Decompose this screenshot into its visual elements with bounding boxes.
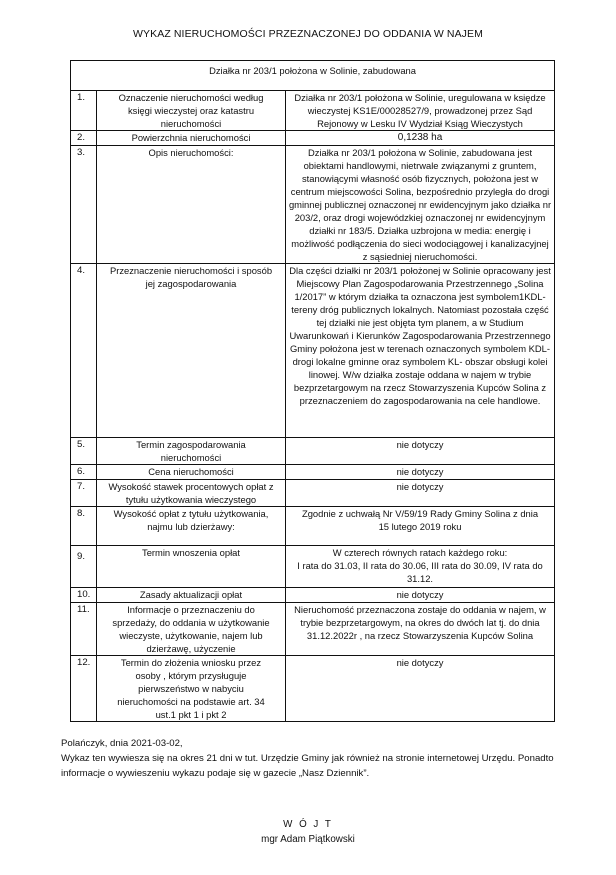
row-number: 1.: [71, 91, 97, 131]
table-row: [71, 656, 555, 722]
table-row: [71, 546, 555, 588]
row-number: 10.: [71, 588, 97, 603]
row-label: Termin do złożenia wniosku przez osoby , którym przysługuje pierwszeństwo w nabyciu nieruchomości na podstawie art. 34 ust.1 pkt 1 i pkt 2: [97, 656, 286, 722]
row-label: Przeznaczenie nieruchomości i sposób jej zagospodarowania: [97, 264, 286, 438]
payment-schedule-intro: W czterech równych ratach każdego roku:: [332, 547, 508, 558]
row-value: nie dotyczy: [286, 656, 555, 722]
row-number: 7.: [71, 480, 97, 507]
row-number: 2.: [71, 131, 97, 146]
row-label: Powierzchnia nieruchomości: [97, 131, 286, 146]
table-row: [71, 438, 555, 465]
row-number: 4.: [71, 264, 97, 438]
row-value: nie dotyczy: [286, 588, 555, 603]
place-and-date: Polańczyk, dnia 2021-03-02,: [61, 738, 183, 749]
row-value: Działka nr 203/1 położona w Solinie, zabudowana jest obiektami handlowymi, nietrwale związanymi z gruntem, stanowiącymi własność osób fizycznych, położona jest w centrum miejscowości Solina, bezpośrednio przyległa do drogi gminnej publicznej oznaczonej nr ewidencyjnym jako działka nr 203/2, oraz drogi wojewódzkiej oznaczonej nr ewidencyjnym działki nr 183/5. Działka uzbrojona w media: energię i możliwość podłączenia do sieci wodociągowej i kanalizacyjnej z sąsiedniej nieruchomości.: [286, 146, 555, 264]
table-row: [71, 131, 555, 146]
table-row: [71, 480, 555, 507]
table-row: [71, 588, 555, 603]
row-label: Wysokość stawek procentowych opłat z tytułu użytkowania wieczystego: [97, 480, 286, 507]
table-row: [71, 146, 555, 264]
property-table: [70, 60, 555, 722]
row-label: Opis nieruchomości:: [97, 146, 286, 264]
row-value: [286, 546, 555, 588]
table-header-row: [71, 61, 555, 91]
table-row: [71, 264, 555, 438]
row-value: nie dotyczy: [286, 465, 555, 480]
row-label: Termin wnoszenia opłat: [97, 546, 286, 588]
payment-schedule-dates: I rata do 31.03, II rata do 30.06, III rata do 30.09, IV rata do 31.12.: [297, 560, 543, 584]
row-number: 12.: [71, 656, 97, 722]
row-value: nie dotyczy: [286, 480, 555, 507]
row-value: Dla części działki nr 203/1 położonej w Solinie opracowany jest Miejscowy Plan Zagospodarowania Przestrzennego „Solina 1/2017” w którym działka ta oznaczona jest symbolem1KDL- tereny dróg publicznych lokalnych. Natomiast pozostała część tej działki nie jest objęta tym planem, a w Studium Uwarunkowań i Kierunków Zagospodarowania Przestrzennego Gminy położona jest w terenach oznaczonych symbolem KDL- drogi lokalne gminne oraz symbolem KL- obszar obsługi kolei linowej. W/w działka zostaje oddana w najem w trybie bezprzetargowym na rzecz Stowarzyszenia Kupców Solina z przeznaczeniem do zagospodarowania na cele handlowe.: [286, 264, 555, 438]
table-header: Działka nr 203/1 położona w Solinie, zabudowana: [71, 61, 555, 91]
row-value: Nieruchomość przeznaczona zostaje do oddania w najem, w trybie bezprzetargowym, na okres do dwóch lat tj. do dnia 31.12.2022r , na rzecz Stowarzyszenia Kupców Solina: [286, 603, 555, 656]
table-row: [71, 465, 555, 480]
row-number: 3.: [71, 146, 97, 264]
row-label: Wysokość opłat z tytułu użytkowania, najmu lub dzierżawy:: [97, 507, 286, 546]
row-number: 11.: [71, 603, 97, 656]
row-value: Działka nr 203/1 położona w Solinie, uregulowana w księdze wieczystej KS1E/00028527/9, prowadzonej przez Sąd Rejonowy w Lesku IV Wydział Ksiąg Wieczystych: [286, 91, 555, 131]
footer-notice: [61, 736, 561, 781]
row-value: Zgodnie z uchwałą Nr V/59/19 Rady Gminy Solina z dnia 15 lutego 2019 roku: [286, 507, 555, 546]
row-number: 6.: [71, 465, 97, 480]
document-title: WYKAZ NIERUCHOMOŚCI PRZEZNACZONEJ DO ODDANIA W NAJEM: [133, 28, 483, 40]
table-row: [71, 603, 555, 656]
signature-name: mgr Adam Piątkowski: [261, 834, 355, 845]
row-label: Zasady aktualizacji opłat: [97, 588, 286, 603]
signature-role: W Ó J T: [283, 819, 333, 830]
posting-notice: Wykaz ten wywiesza się na okres 21 dni w tut. Urzędzie Gminy jak również na stronie internetowej Urzędu. Ponadto informacje o wywieszeniu wykazu podaje się w gazecie „Nasz Dziennik”.: [61, 753, 554, 779]
row-label: Oznaczenie nieruchomości według księgi wieczystej oraz katastru nieruchomości: [97, 91, 286, 131]
row-label: Cena nieruchomości: [97, 465, 286, 480]
row-number: 8.: [71, 507, 97, 546]
row-label: Termin zagospodarowania nieruchomości: [97, 438, 286, 465]
row-number: 5.: [71, 438, 97, 465]
table-row: [71, 507, 555, 546]
row-value: nie dotyczy: [286, 438, 555, 465]
row-label: Informacje o przeznaczeniu do sprzedaży, do oddania w użytkowanie wieczyste, użytkowanie, najem lub dzierżawę, użyczenie: [97, 603, 286, 656]
table-row: [71, 91, 555, 131]
row-value: 0,1238 ha: [286, 131, 555, 146]
row-number: 9.: [71, 546, 97, 588]
